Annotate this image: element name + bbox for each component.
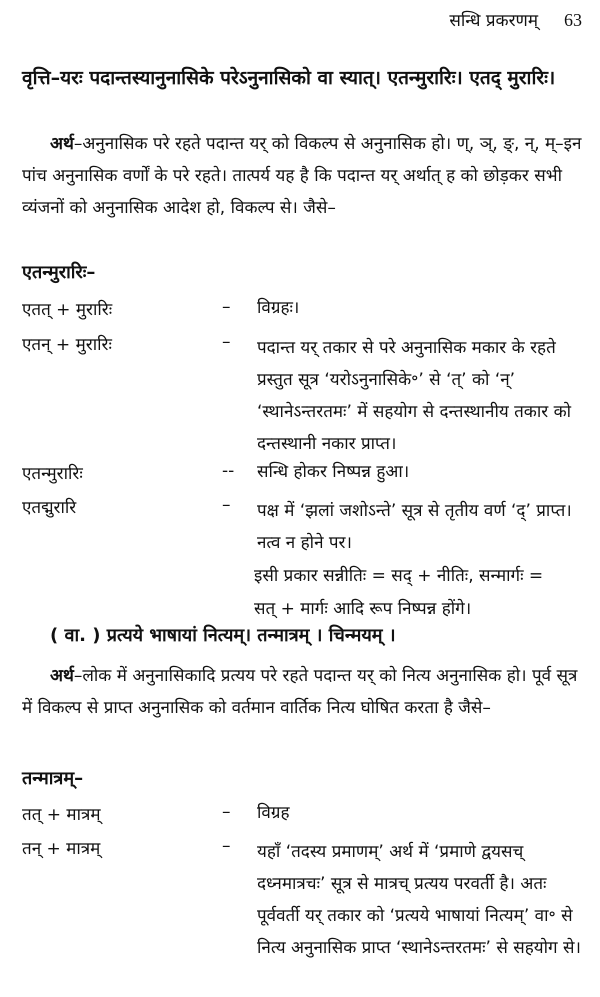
derivation-dash: –: [222, 297, 231, 317]
derivation-explanation: सन्धि होकर निष्पन्न हुआ।: [257, 462, 410, 482]
derivation-form: तन् + मात्रम्: [22, 839, 101, 859]
meaning-label: अर्थ: [50, 666, 74, 686]
page-number: 63: [564, 10, 582, 30]
derivation-dash: --: [222, 461, 235, 481]
derivation-form: एतन् + मुरारिः: [22, 335, 112, 355]
meaning-text: –अनुनासिक परे रहते पदान्त यर् को विकल्प से अनुनासिक हो। ण्, ञ्, ङ्, न्, म्–इन पांच अनुनासिक वर्णों के परे रहते। तात्पर्य यह है कि पदान्त यर् अर्थात् ह को छोड़कर सभी व्यंजनों को अनुनासिक आदेश हो, विकल्प से। जैसे–: [22, 134, 582, 218]
example-heading-2: तन्मात्रम्–: [22, 768, 84, 789]
derivation-dash: –: [222, 332, 231, 352]
meaning-paragraph-2: [22, 660, 584, 724]
derivation-explanation: विग्रह: [257, 803, 290, 823]
chapter-title: सन्धि प्रकरणम्: [449, 11, 538, 31]
example-heading-1: एतन्मुरारिः–: [22, 262, 96, 283]
meaning-label: अर्थ: [50, 134, 74, 154]
derivation-form: एतन्मुरारिः: [22, 464, 83, 484]
derivation-dash: –: [222, 802, 231, 822]
meaning-paragraph-1: [22, 128, 584, 224]
similar-examples-note: इसी प्रकार सन्नीतिः = सद् + नीतिः, सन्मार्गः = सत् + मार्गः आदि रूप निष्पन्न होंगे।: [254, 566, 544, 619]
derivation-form: एतद्मुरारि: [22, 498, 77, 518]
derivation-explanation: पक्ष में ‘झलां जशोऽन्ते’ सूत्र से तृतीय वर्ण ‘द्’ प्राप्त। नत्व न होने पर।: [257, 501, 572, 553]
meaning-text: –लोक में अनुनासिकादि प्रत्यय परे रहते पदान्त यर् को नित्य अनुनासिक हो। पूर्व सूत्र में विकल्प से प्राप्त अनुनासिक को वर्तमान वार्तिक नित्य घोषित करता है जैसे–: [22, 666, 578, 718]
derivation-explanation: यहाँ ‘तदस्य प्रमाणम्’ अर्थ में ‘प्रमाणे द्वयसच् दध्नमात्रचः’ सूत्र से मात्रच् प्रत्यय परवर्ती है। अतः पूर्ववर्ती यर् तकार को ‘प्रत्यये भाषायां नित्यम्’ वा॰ से नित्य अनुनासिक प्राप्त ‘स्थानेऽन्तरतमः’ से सहयोग से।: [257, 842, 581, 958]
derivation-form: एतत् + मुरारिः: [22, 300, 113, 320]
vartika-heading: ( वा. ) प्रत्यये भाषायां नित्यम्। तन्मात्रम् । चिन्मयम् ।: [50, 625, 396, 646]
derivation-explanation: पदान्त यर् तकार से परे अनुनासिक मकार के रहते प्रस्तुत सूत्र ‘यरोऽनुनासिके॰’ से ‘त्’ को ‘न्’ ‘स्थानेऽन्तरतमः’ में सहयोग से दन्तस्थानीय तकार को दन्तस्थानी नकार प्राप्त।: [257, 338, 572, 454]
derivation-dash: –: [222, 495, 231, 515]
sutra-vritti: वृत्ति–यरः पदान्तस्यानुनासिके परेऽनुनासिको वा स्यात्। एतन्मुरारिः। एतद् मुरारिः।: [22, 67, 556, 89]
derivation-dash: –: [222, 836, 231, 856]
running-header: [449, 8, 582, 31]
derivation-explanation: विग्रहः।: [257, 298, 300, 318]
derivation-form: तत् + मात्रम्: [22, 805, 101, 825]
